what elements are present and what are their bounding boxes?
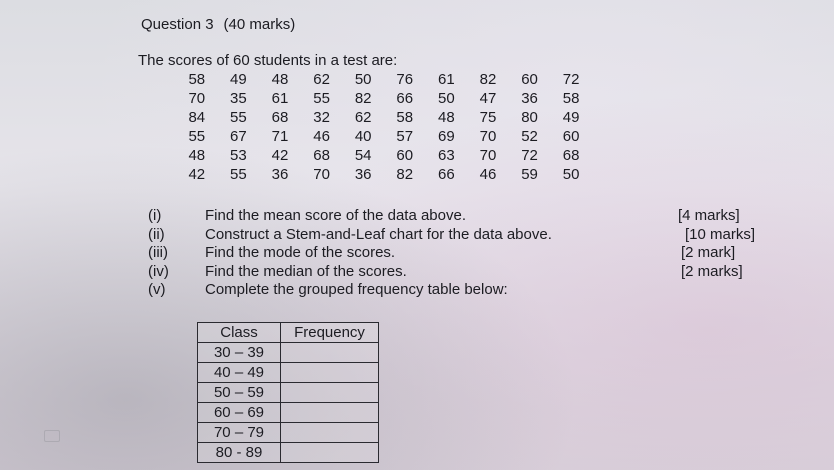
scores-grid [176,70,592,184]
frequency-cell[interactable] [281,343,379,363]
score-cell: 82 [396,166,414,183]
task-text: Construct a Stem-and-Leaf chart for the data above. [205,225,552,243]
task-marks: [2 marks] [681,262,743,280]
document-icon [44,430,60,442]
table-header-row [198,323,379,343]
score-cell: 66 [438,166,455,183]
score-cell: 54 [354,147,372,164]
intro-text: The scores of 60 students in a test are: [138,52,398,69]
task-marks: [4 marks] [678,207,740,224]
score-cell: 53 [230,147,247,164]
task-text: Find the median of the scores. [205,262,407,280]
score-cell: 60 [521,71,538,88]
score-cell: 61 [271,90,289,107]
score-cell: 68 [313,147,330,164]
score-cell: 60 [562,128,580,145]
score-cell: 36 [521,90,538,107]
score-cell: 48 [188,147,206,164]
score-cell: 36 [354,166,372,183]
score-cell: 71 [271,128,289,145]
score-cell: 42 [271,147,289,164]
table-row [198,383,379,403]
score-cell: 48 [438,109,455,126]
frequency-cell[interactable] [281,383,379,403]
task-item [148,226,768,245]
task-number: (v) [148,281,166,298]
scores-row [176,70,592,89]
score-cell: 55 [230,109,247,126]
score-cell: 68 [271,109,289,126]
table-row [198,423,379,443]
class-cell: 70 – 79 [198,423,281,443]
task-number: (iv) [148,262,169,280]
score-cell: 80 [521,109,538,126]
task-item [148,207,768,226]
score-cell: 48 [271,71,289,88]
frequency-cell[interactable] [281,443,379,463]
score-cell: 42 [188,166,206,183]
question-heading [141,16,295,33]
score-cell: 82 [354,90,372,107]
task-number: (i) [148,207,162,224]
score-cell: 76 [396,71,414,88]
score-cell: 50 [438,90,455,107]
score-cell: 61 [438,71,455,88]
frequency-cell[interactable] [281,403,379,423]
task-item [148,281,768,300]
score-cell: 32 [313,109,330,126]
task-text: Complete the grouped frequency table below: [205,281,508,298]
scores-row [176,89,592,108]
score-cell: 72 [562,71,580,88]
table-row [198,343,379,363]
score-cell: 58 [188,71,206,88]
task-text: Find the mean score of the data above. [205,207,466,224]
class-cell: 80 - 89 [198,443,281,463]
question-marks: (40 marks) [223,16,296,33]
table-row [198,443,379,463]
score-cell: 47 [479,90,497,107]
question-title: Question 3 [141,16,214,33]
score-cell: 67 [230,128,247,145]
score-cell: 50 [562,166,580,183]
class-cell: 60 – 69 [198,403,281,423]
score-cell: 69 [438,128,455,145]
class-cell: 40 – 49 [198,363,281,383]
task-list [148,207,768,300]
score-cell: 46 [479,166,497,183]
score-cell: 62 [313,71,330,88]
score-cell: 60 [396,147,414,164]
score-cell: 49 [562,109,580,126]
task-number: (ii) [148,225,165,243]
class-cell: 50 – 59 [198,383,281,403]
score-cell: 70 [479,147,497,164]
class-header: Class [198,323,281,343]
score-cell: 82 [479,71,497,88]
score-cell: 72 [521,147,538,164]
frequency-table [197,322,379,463]
task-text: Find the mode of the scores. [205,244,396,261]
score-cell: 52 [521,128,538,145]
class-cell: 30 – 39 [198,343,281,363]
score-cell: 70 [313,166,330,183]
task-item [148,263,768,282]
scores-row [176,146,592,165]
task-number: (iii) [148,244,168,261]
score-cell: 55 [313,90,330,107]
score-cell: 68 [562,147,580,164]
score-cell: 50 [354,71,372,88]
scores-row [176,165,592,184]
table-row [198,363,379,383]
frequency-cell[interactable] [281,363,379,383]
score-cell: 55 [188,128,206,145]
scores-row [176,108,592,127]
task-marks: [2 mark] [681,244,736,261]
score-cell: 58 [562,90,580,107]
score-cell: 46 [313,128,330,145]
score-cell: 35 [230,90,247,107]
task-marks: [10 marks] [685,225,756,243]
score-cell: 59 [521,166,538,183]
score-cell: 55 [230,166,247,183]
score-cell: 49 [230,71,247,88]
frequency-cell[interactable] [281,423,379,443]
score-cell: 75 [479,109,497,126]
score-cell: 70 [188,90,206,107]
score-cell: 66 [396,90,414,107]
score-cell: 62 [354,109,372,126]
score-cell: 70 [479,128,497,145]
task-item [148,244,768,263]
table-row [198,403,379,423]
scores-row [176,127,592,146]
score-cell: 40 [354,128,372,145]
score-cell: 57 [396,128,414,145]
score-cell: 63 [438,147,455,164]
score-cell: 84 [188,109,206,126]
score-cell: 58 [396,109,414,126]
score-cell: 36 [271,166,289,183]
frequency-header: Frequency [281,323,379,343]
